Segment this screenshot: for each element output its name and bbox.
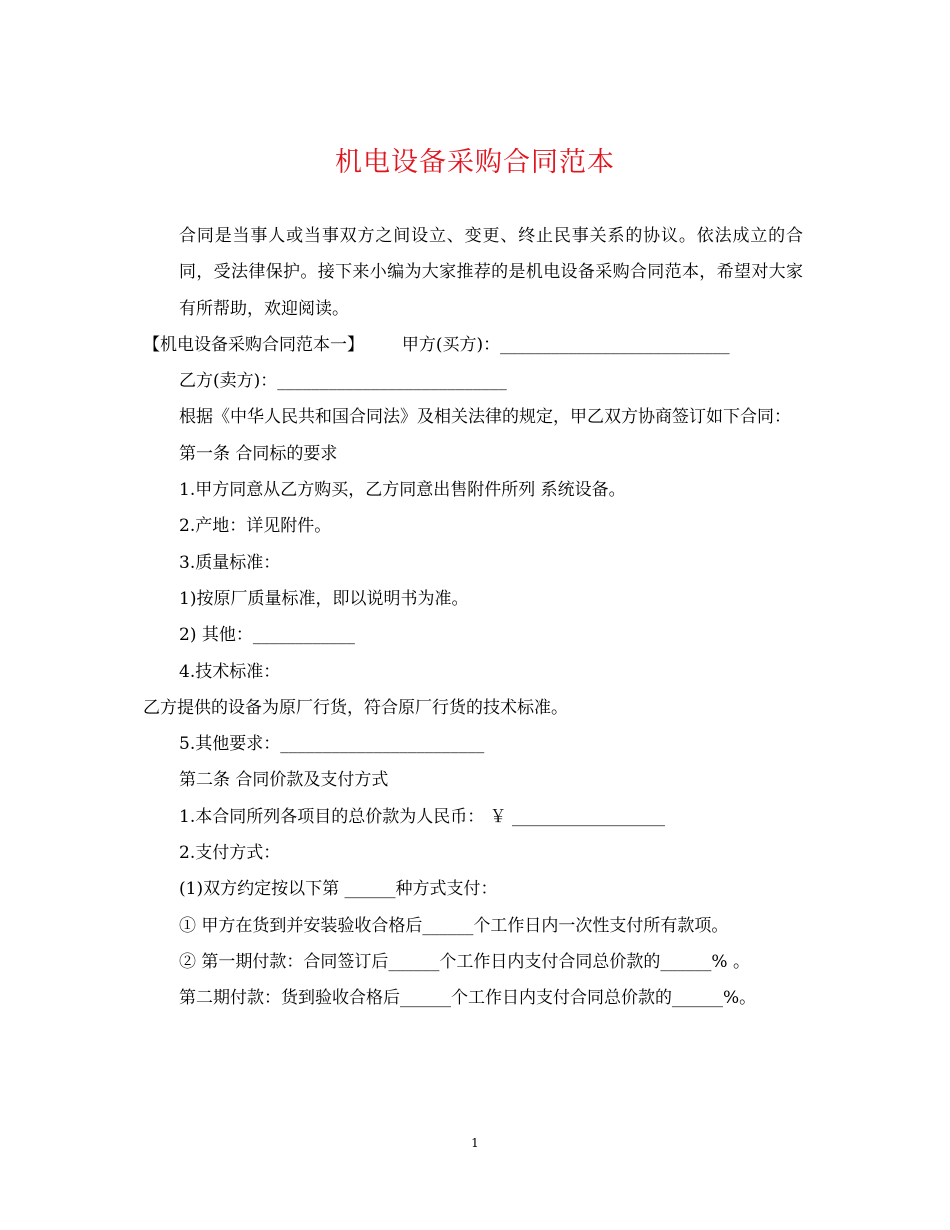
- clause-1-4-detail: 乙方提供的设备为原厂行货，符合原厂行货的技术标准。: [143, 697, 568, 718]
- payment-option-1: ① 甲方在货到并安装验收合格后______个工作日内一次性支付所有款项。: [179, 915, 729, 936]
- clause-2-1: 1.本合同所列各项目的总价款为人民币： ￥ __________________: [179, 806, 666, 827]
- page-number: 1: [471, 1136, 479, 1150]
- article-1-heading: 第一条 合同标的要求: [179, 443, 338, 464]
- document-body: [143, 218, 803, 1017]
- clause-1-3-2: 2) 其他：____________: [179, 625, 355, 646]
- article-2-heading: 第二条 合同价款及支付方式: [179, 770, 389, 791]
- section-heading-party-a: 【机电设备采购合同范本一】 甲方(买方)：___________________________: [143, 334, 730, 355]
- clause-1-1: 1.甲方同意从乙方购买，乙方同意出售附件所列 系统设备。: [179, 480, 626, 501]
- party-b-line: 乙方(卖方)：___________________________: [179, 371, 507, 392]
- legal-basis-paragraph: 根据《中华人民共和国合同法》及相关法律的规定，甲乙双方协商签订如下合同：: [179, 407, 791, 428]
- clause-1-5: 5.其他要求：________________________: [179, 734, 485, 755]
- clause-2-2-1: (1)双方约定按以下第 ______种方式支付：: [179, 879, 498, 900]
- clause-1-2: 2.产地：详见附件。: [179, 516, 332, 537]
- document-title: 机电设备采购合同范本: [335, 147, 615, 178]
- second-installment: 第二期付款：货到验收合格后______个工作日内支付合同总价款的______%。: [179, 988, 757, 1009]
- payment-option-2: ② 第一期付款：合同签订后______个工作日内支付合同总价款的______% 。: [179, 951, 750, 972]
- clause-1-3-1: 1)按原厂质量标准，即以说明书为准。: [179, 588, 469, 609]
- intro-paragraph: 合同是当事人或当事双方之间设立、变更、终止民事关系的协议。依法成立的合同，受法律保护。接下来小编为大家推荐的是机电设备采购合同范本，希望对大家有所帮助，欢迎阅读。: [179, 226, 803, 319]
- clause-2-2: 2.支付方式：: [179, 843, 281, 864]
- clause-1-3: 3.质量标准：: [179, 552, 281, 573]
- clause-1-4: 4.技术标准：: [179, 661, 281, 682]
